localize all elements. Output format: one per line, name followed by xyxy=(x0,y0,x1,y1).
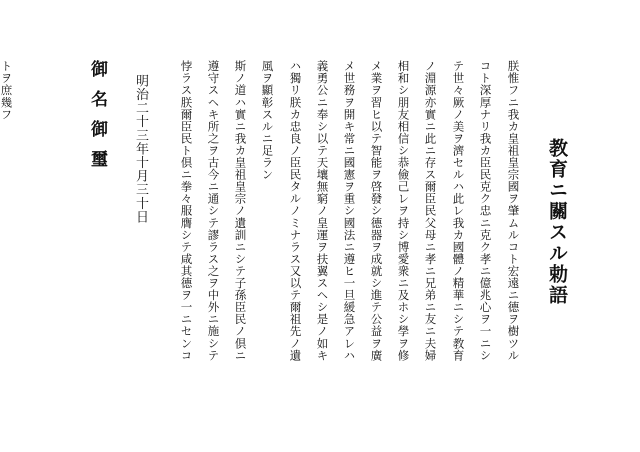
text-line-8: 義勇公ニ奉シ以テ天壤無窮ノ皇運ヲ扶翼スヘシ是ノ如キ xyxy=(315,60,330,362)
document-title: 教育ニ關スル勅語 xyxy=(546,138,568,306)
text-line-5: 相和シ朋友相信シ恭儉己レヲ持シ博愛衆ニ及ホシ學ヲ修 xyxy=(396,60,411,362)
text-line-6: メ業ヲ習ヒ以テ智能ヲ啓發シ德器ヲ成就シ進テ公益ヲ廣 xyxy=(369,60,384,362)
text-line-9: ハ獨リ朕カ忠良ノ臣民タルノミナラス又以テ爾祖先ノ遺 xyxy=(288,60,303,362)
imperial-signature: 御名御璽 xyxy=(87,60,107,180)
text-line-2: コト深厚ナリ我カ臣民克ク忠ニ克ク孝ニ億兆心ヲ一ニシ xyxy=(478,60,493,362)
text-line-13: 悖ラス朕爾臣民ト倶ニ拳々服膺シテ咸其德ヲ一ニセンコ xyxy=(179,60,194,362)
text-line-7: メ世務ヲ開キ常ニ國憲ヲ重シ國法ニ遵ヒ一旦緩急アレハ xyxy=(342,60,357,362)
document-date: 明治二十三年十月三十日 xyxy=(133,74,148,224)
text-line-1: 朕惟フニ我カ皇祖皇宗國ヲ肇ムルコト宏遠ニ德ヲ樹ツル xyxy=(506,60,521,362)
text-line-3: テ世々厥ノ美ヲ濟セルハ此レ我カ國體ノ精華ニシテ教育 xyxy=(451,60,466,362)
text-line-10: 風ヲ顯彰スルニ足ラン xyxy=(260,60,275,181)
text-line-12: 遵守スヘキ所之ヲ古今ニ通シテ謬ラス之ヲ中外ニ施シテ xyxy=(206,60,221,362)
text-line-4: ノ淵源亦實ニ此ニ存ス爾臣民父母ニ孝ニ兄弟ニ友ニ夫婦 xyxy=(423,60,438,362)
text-line-14: トヲ庶幾フ xyxy=(0,60,14,121)
text-line-11: 斯ノ道ハ實ニ我カ皇祖皇宗ノ遺訓ニシテ子孫臣民ノ倶ニ xyxy=(233,60,248,362)
